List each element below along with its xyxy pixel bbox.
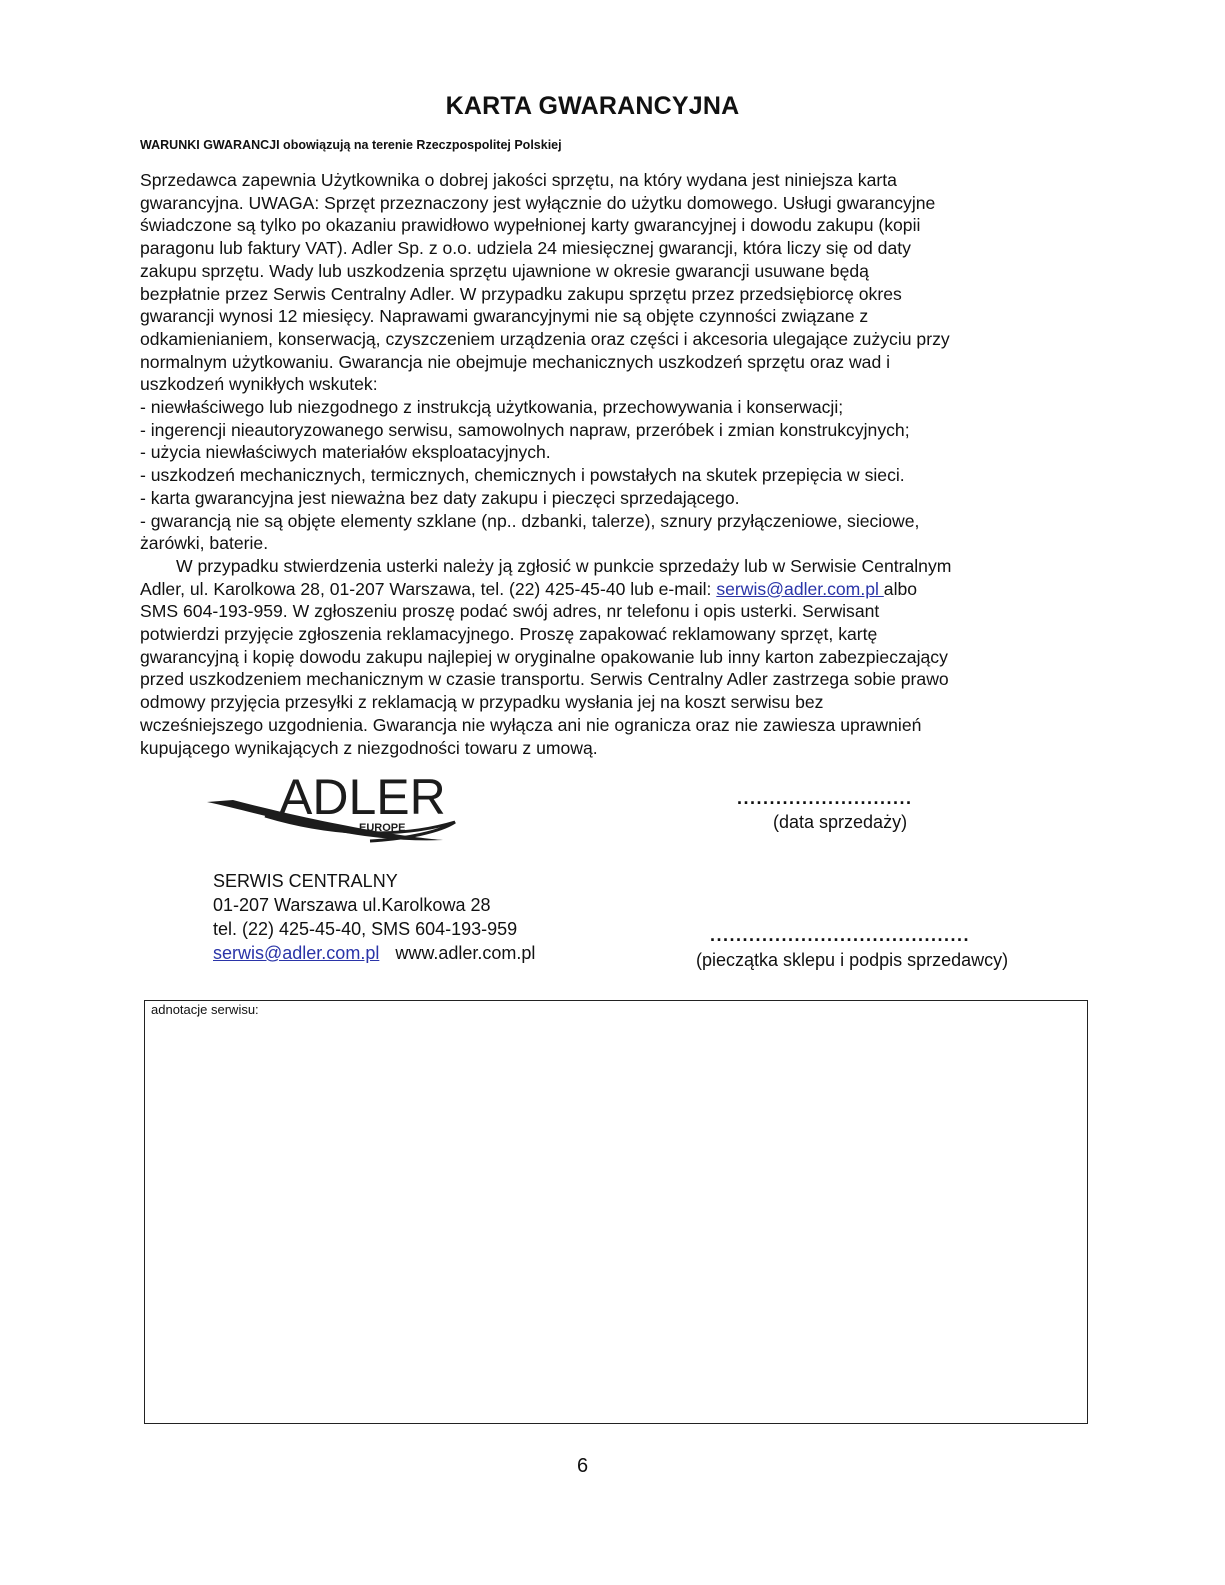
text-line: - ingerencji nieautoryzowanego serwisu, samowolnych napraw, przeróbek i zmian konstrukcyjnych; (140, 419, 910, 440)
text-line: SMS 604-193-959. W zgłoszeniu proszę podać swój adres, nr telefonu i opis usterki. Serwisant (140, 601, 880, 622)
seller-stamp-label: (pieczątka sklepu i podpis sprzedawcy) (696, 950, 1009, 970)
text-line: Sprzedawca zapewnia Użytkownika o dobrej jakości sprzętu, na który wydana jest niniejsza karta (140, 170, 897, 190)
text-line: bezpłatnie przez Serwis Centralny Adler. W przypadku zakupu sprzętu przez przedsiębiorcę okres (140, 283, 902, 304)
text-line: - karta gwarancyjna jest nieważna bez daty zakupu i pieczęci sprzedającego. (140, 487, 740, 508)
text-line: gwarancji wynosi 12 miesięcy. Naprawami gwarancyjnymi nie są objęte czynności związane z (140, 306, 869, 327)
service-phone: tel. (22) 425-45-40, SMS 604-193-959 (213, 919, 518, 939)
sale-date-field: ........................... (737, 788, 913, 808)
text-line: normalnym użytkowaniu. Gwarancja nie obejmuje mechanicznych uszkodzeń sprzętu oraz wad i (140, 351, 891, 372)
text-line: wcześniejszego uzgodnienia. Gwarancja nie wyłącza ani nie ogranicza oraz nie zawiesza uprawnień (140, 714, 922, 735)
service-contacts (213, 941, 535, 965)
service-email-link[interactable]: serwis@adler.com.pl (716, 578, 884, 599)
service-email-link[interactable]: serwis@adler.com.pl (213, 943, 380, 963)
service-notes-box (144, 1000, 1088, 1424)
text-line: zakupu sprzętu. Wady lub uszkodzenia sprzętu ujawnione w okresie gwarancji usuwane będą (140, 260, 869, 281)
text-line: odmowy przyjęcia przesyłki z reklamacją w przypadku wysłania jej na koszt serwisu bez (140, 692, 824, 713)
text-line: paragonu lub faktury VAT). Adler Sp. z o.o. udziela 24 miesięcznej gwarancji, która liczy się od daty (140, 238, 911, 259)
text-line: uszkodzeń wynikłych wskutek: (140, 374, 378, 395)
service-website: www.adler.com.pl (395, 943, 536, 963)
adler-europe-logo (205, 772, 470, 852)
report-paragraph (140, 600, 1090, 759)
page-number: 6 (576, 1455, 589, 1477)
logo-sub-text: EUROPE (359, 822, 406, 834)
text-line: - niewłaściwego lub niezgodnego z instrukcją użytkowania, przechowywania i konserwacji; (140, 397, 844, 418)
service-title: SERWIS CENTRALNY (213, 871, 398, 891)
text-line: gwarancyjna. UWAGA: Sprzęt przeznaczony jest wyłącznie do użytku domowego. Usługi gwarancyjne (140, 192, 936, 213)
text-line: kupującego wynikających z niezgodności towaru z umową. (140, 737, 598, 758)
text-line: odkamienianiem, konserwacją, czyszczeniem urządzenia oraz części i akcesoria ulegające zużyciu przy (140, 328, 950, 349)
service-notes-label: adnotacje serwisu: (151, 1002, 259, 1017)
logo-brand-text: ADLER (279, 772, 446, 825)
warranty-conditions-subtitle: WARUNKI GWARANCJI obowiązują na terenie Rzeczpospolitej Polskiej (140, 138, 562, 152)
text-line: - gwarancją nie są objęte elementy szklane (np.. dzbanki, talerze), sznury przyłączeniowe, sieciowe, (140, 510, 920, 531)
text-line: - uszkodzeń mechanicznych, termicznych, chemicznych i powstałych na skutek przepięcia w sieci. (140, 465, 905, 486)
text-line: przed uszkodzeniem mechanicznym w czasie transportu. Serwis Centralny Adler zastrzega sobie prawo (140, 669, 949, 690)
text-line: gwarancyjną i kopię dowodu zakupu najlepiej w oryginalne opakowanie lub inny karton zabezpieczający (140, 646, 948, 667)
service-address: 01-207 Warszawa ul.Karolkowa 28 (213, 895, 491, 915)
warranty-terms-text (140, 169, 1090, 759)
report-paragraph-contact-line (140, 578, 1090, 601)
text-line: potwierdzi przyjęcie zgłoszenia reklamacyjnego. Proszę zapakować reklamowany sprzęt, kartę (140, 624, 878, 645)
seller-stamp-field: ........................................ (710, 925, 971, 945)
contact-text-tail: albo (883, 578, 918, 599)
text-line: świadczone są tylko po okazaniu prawidłowo wypełnionej karty gwarancyjnej i dowodu zakupu (kopii (140, 215, 921, 236)
contact-text: Adler, ul. Karolkowa 28, 01-207 Warszawa, tel. (22) 425-45-40 lub e-mail: (140, 578, 717, 599)
warranty-terms-paragraph (140, 169, 1090, 555)
report-paragraph-first-line: W przypadku stwierdzenia usterki należy ją zgłosić w punkcie sprzedaży lub w Serwisie Centralnym (176, 555, 952, 576)
text-line: żarówki, baterie. (140, 533, 269, 554)
service-center-info (213, 869, 535, 965)
page-title: KARTA GWARANCYJNA (445, 92, 740, 120)
text-line: - użycia niewłaściwych materiałów eksploatacyjnych. (140, 442, 551, 463)
sale-date-label: (data sprzedaży) (773, 812, 908, 832)
